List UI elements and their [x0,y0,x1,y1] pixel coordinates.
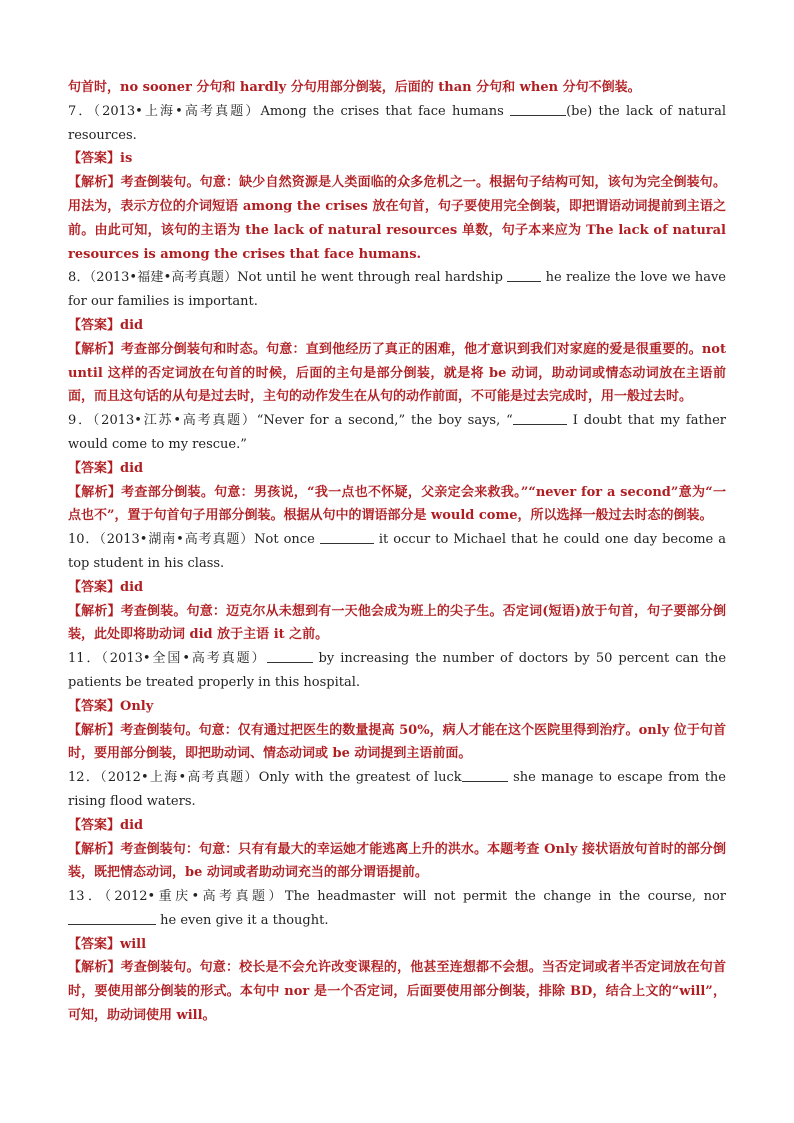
analysis-label: 【解析】 [68,341,121,357]
stem-before: Among the crises that face humans [260,103,511,119]
question-number: 8． [68,270,90,286]
question-10 [68,528,726,647]
analysis-line [68,838,726,886]
question-13 [68,885,726,1028]
analysis-label: 【解析】 [68,841,121,857]
question-12 [68,766,726,885]
question-8 [68,266,726,409]
answer-value: Only [120,698,154,714]
question-stem [68,647,726,695]
answer-label: 【答案】 [68,698,121,714]
answer-label: 【答案】 [68,151,121,167]
question-source: （2013•湖南•高考真题） [99,532,255,548]
question-source: （2012•重庆•高考真题） [104,889,285,905]
analysis-line [68,600,726,648]
question-number: 13． [68,889,105,905]
answer-line [68,933,726,957]
answer-blank[interactable] [68,911,156,925]
answer-line [68,457,726,481]
answer-blank[interactable] [507,268,541,282]
answer-line [68,576,726,600]
answer-value: did [120,460,144,476]
stem-after: it occur to Michael that he could one day become a top student in his class. [68,532,726,571]
question-stem [68,528,726,576]
question-number: 9． [68,413,93,429]
question-source: （2013•江苏•高考真题） [92,413,257,429]
analysis-line [68,338,726,409]
question-source: （2013•福建•高考真题） [89,270,238,286]
answer-value: will [120,936,147,952]
document-page [68,76,726,1028]
stem-after: she manage to escape from the rising flood waters. [68,770,726,809]
stem-after: (be) the lack of natural resources. [68,103,727,143]
answer-label: 【答案】 [68,460,121,476]
question-stem [68,409,726,457]
answer-blank[interactable] [267,649,313,663]
stem-after: he realize the love we have for our families is important. [68,270,726,310]
answer-line [68,695,726,719]
analysis-text: 考查倒装句。句意：缺少自然资源是人类面临的众多危机之一。根据句子结构可知，该句为完全倒装句。用法为，表示方位的介词短语 among the crises 放在句首，句子要使用完全倒装，即把谓语动词提前到主语之前。由此可知，该句的主语为 the lack of natural resources 单数，句子本来应为 The lack of natural resources is among the crises that face humans. [68,175,726,262]
analysis-line [68,719,726,767]
answer-line [68,814,726,838]
answer-blank[interactable] [513,411,567,425]
question-stem [68,766,726,814]
answer-blank[interactable] [462,768,508,782]
analysis-label: 【解析】 [68,960,121,976]
analysis-label: 【解析】 [68,722,121,738]
question-11 [68,647,726,766]
analysis-line [68,171,726,266]
intro-text: 句首时，no sooner 分句和 hardly 分句用部分倒装，后面的 than 分句和 when 分句不倒装。 [68,80,641,95]
answer-blank[interactable] [320,530,374,544]
analysis-line [68,956,726,1027]
analysis-text: 考查部分倒装句和时态。句意：直到他经历了真正的困难，他才意识到我们对家庭的爱是很重要的。not until 这样的否定词放在句首的时候，后面的主句是部分倒装，就是将 be 动词，助动词或情态动词放在主语前面，而且这句话的从句是过去时，主句的动作发生在从句的动作前面，不可能是过去完成时，用一般过去时。 [68,341,726,405]
analysis-label: 【解析】 [68,603,121,619]
stem-before: “Never for a second,” the boy says, “ [256,413,513,429]
question-stem [68,266,726,314]
answer-line [68,147,726,171]
stem-before: The headmaster will not permit the change in the course, nor [284,889,726,905]
stem-after: he even give it a thought. [156,912,329,928]
question-source: （2012•上海•高考真题） [100,770,259,786]
answer-label: 【答案】 [68,317,121,333]
stem-before: Not until he went through real hardship [237,270,508,286]
question-stem [68,100,726,148]
answer-label: 【答案】 [68,579,121,595]
answer-line [68,314,726,338]
analysis-text: 考查倒装。句意：迈克尔从未想到有一天他会成为班上的尖子生。否定词(短语)放于句首，句子要部分倒装，此处即将助动词 did 放于主语 it 之前。 [68,603,726,643]
answer-value: is [120,151,133,167]
analysis-label: 【解析】 [68,175,121,191]
answer-blank[interactable] [510,102,566,116]
question-number: 7． [68,103,94,119]
question-stem [68,885,726,933]
answer-value: did [120,817,144,833]
stem-before: Not once [254,532,320,548]
question-source: （2013•全国•高考真题） [101,651,267,667]
analysis-text: 考查倒装句。句意：校长是不会允许改变课程的，他甚至连想都不会想。当否定词或者半否定词放在句首时，要使用部分倒装的形式。本句中 nor 是一个否定词，后面要使用部分倒装，排除 BD，结合上文的“will”，可知，助动词使用 will。 [68,960,726,1024]
question-number: 10． [68,532,100,548]
answer-value: did [120,317,144,333]
question-9 [68,409,726,528]
question-number: 12． [68,770,101,786]
question-source: （2013•上海•高考真题） [93,103,261,119]
analysis-line [68,481,726,529]
analysis-text: 考查部分倒装。句意：男孩说，“我一点也不怀疑，父亲定会来救我。”“never for a second”意为“一点也不”，置于句首句子用部分倒装。根据从句中的谓语部分是 would come，所以选择一般过去时态的倒装。 [68,484,726,524]
answer-value: did [120,579,144,595]
question-number: 11． [68,651,102,667]
analysis-text: 考查倒装句。句意：仅有通过把医生的数量提高 50%，病人才能在这个医院里得到治疗。only 位于句首时，要用部分倒装，即把助动词、情态动词或 be 动词提到主语前面。 [68,722,726,762]
stem-after: by increasing the number of doctors by 50 percent can the patients be treated properly in this hospital. [68,651,727,690]
answer-label: 【答案】 [68,817,121,833]
question-7 [68,100,726,267]
stem-after: I doubt that my father would come to my rescue.” [68,413,726,452]
analysis-text: 考查倒装句：句意：只有有最大的幸运她才能逃离上升的洪水。本题考查 Only 接状语放句首时的部分倒装，既把情态动词，be 动词或者助动词充当的部分谓语提前。 [68,841,726,881]
analysis-label: 【解析】 [68,484,122,500]
stem-before: Only with the greatest of luck [258,770,462,786]
answer-label: 【答案】 [68,936,121,952]
